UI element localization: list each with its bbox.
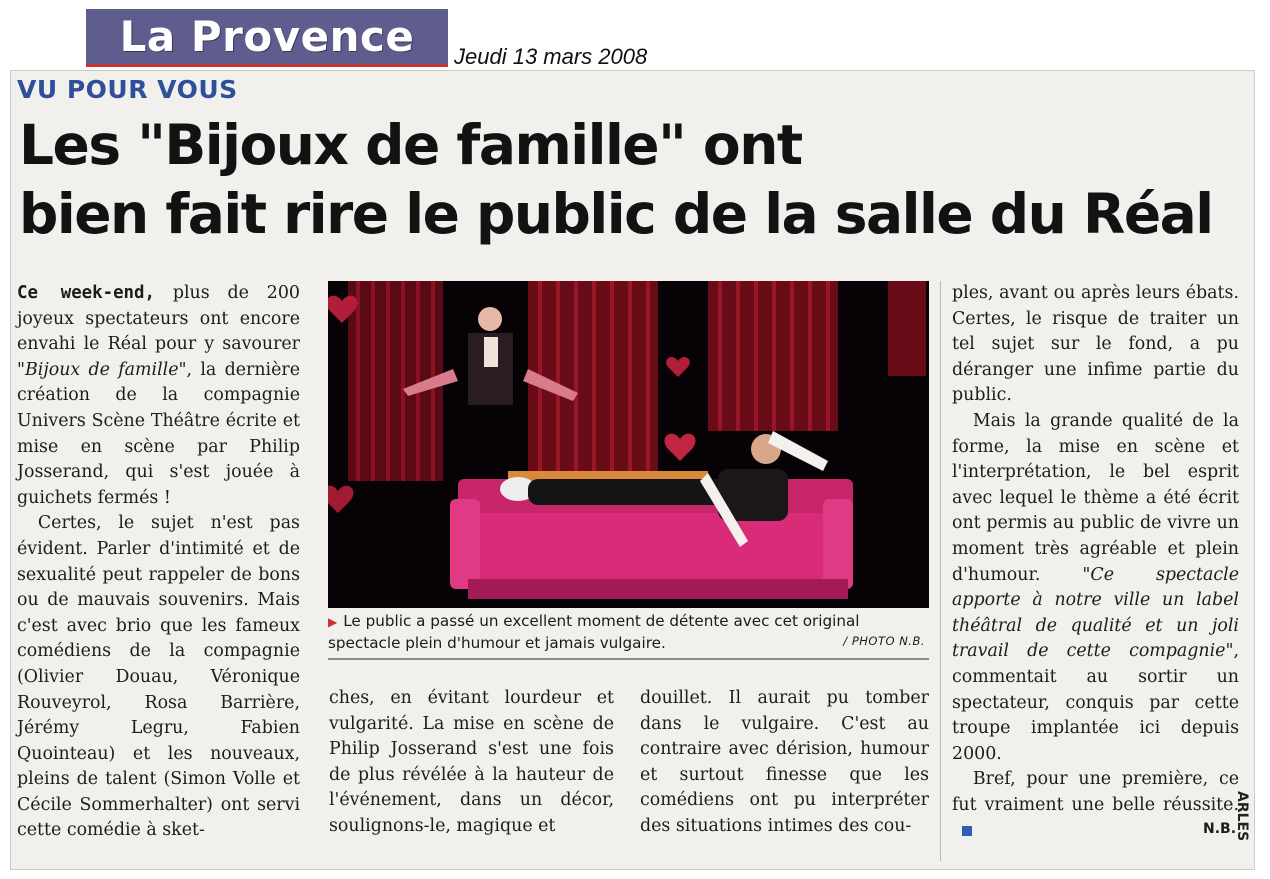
newspaper-clipping [10, 70, 1255, 870]
paragraph-quote: Mais la grande qualité de la forme, la mise en scène et l'interprétation, le bel esprit avec lequel le thème a été écrit ont permis au public de vivre un moment très agréable et plein d'humour. "Ce spectacle apporte à notre ville un label théâtral de qualité et un joli travail de cette compagnie", commentait au sortir un spectateur, conquis par cette troupe implantée ici depuis 2000. [952, 410, 1239, 764]
paragraph: douillet. Il aurait pu tomber dans le vulgaire. C'est au contraire avec dérision, humour et surtout finesse que les comédiens ont pu interpréter des situations intimes des cou- [640, 688, 929, 836]
paragraph: ples, avant ou après leurs ébats. Certes, le risque de traiter un tel sujet sur le fond, a pu déranger une infime partie du public. [952, 283, 1239, 406]
article-column-1 [17, 281, 300, 844]
logo-text: La Provence [119, 11, 415, 61]
paragraph: ches, en évitant lourdeur et vulgarité. La mise en scène de Philip Josserand s'est une fois de plus révélée à la hauteur de l'événement, dans un décor, soulignons-le, magique et [329, 688, 614, 836]
article-headline [19, 111, 1244, 249]
spectator-quote: "Ce spectacle apporte à notre ville un label théâtral de qualité et un joli travail de cette compagnie" [952, 564, 1239, 662]
article-column-3 [640, 686, 929, 840]
caption-text: Le public a passé un excellent moment de détente avec cet original spectacle plein d'humour et jamais vulgaire. [328, 612, 860, 652]
headline-line-2: bien fait rire le public de la salle du Réal [19, 182, 1213, 246]
photo-credit: / PHOTO N.B. [843, 634, 925, 648]
show-title: "Bijoux de famille" [17, 359, 187, 380]
section-rubric: VU POUR VOUS [17, 75, 238, 104]
article-column-2 [329, 686, 614, 840]
paragraph: Certes, le sujet n'est pas évident. Parler d'intimité et de sexualité peut rappeler de bons ou de mauvais souvenirs. Mais c'est avec brio que les fameux comédiens de la compagnie (Olivier Douau, Véronique Rouveyrol, Rosa Barrière, Jérémy Legru, Fabien Quointeau) et les nouveaux, pleins de talent (Simon Volle et Cécile Sommerhalter) ont servi cette comédie à sket- [17, 513, 300, 841]
author-signature: N.B. [1203, 821, 1237, 837]
headline-line-1: Les "Bijoux de famille" ont [19, 113, 802, 177]
paragraph-conclusion: Bref, pour une première, ce fut vraiment une belle réussite. [952, 767, 1239, 844]
publication-date: Jeudi 13 mars 2008 [454, 44, 648, 69]
stage-photo [328, 281, 929, 608]
masthead-logo [86, 9, 448, 67]
lead-in: Ce week-end, [17, 283, 155, 303]
edge-label: ARLES [1234, 791, 1250, 842]
caption-arrow-icon: ▶ [328, 615, 338, 629]
paragraph-intro: Ce week-end, plus de 200 joyeux spectateurs ont encore envahi le Réal pour y savourer "Bijoux de famille", la dernière création de la compagnie Univers Scène Théâtre écrite et mise en scène par Philip Josserand, qui s'est jouée à guichets fermés ! [17, 283, 301, 508]
column-divider [940, 281, 941, 861]
end-mark-icon [962, 826, 972, 836]
article-column-4 [952, 281, 1239, 844]
photo-caption [328, 611, 929, 660]
